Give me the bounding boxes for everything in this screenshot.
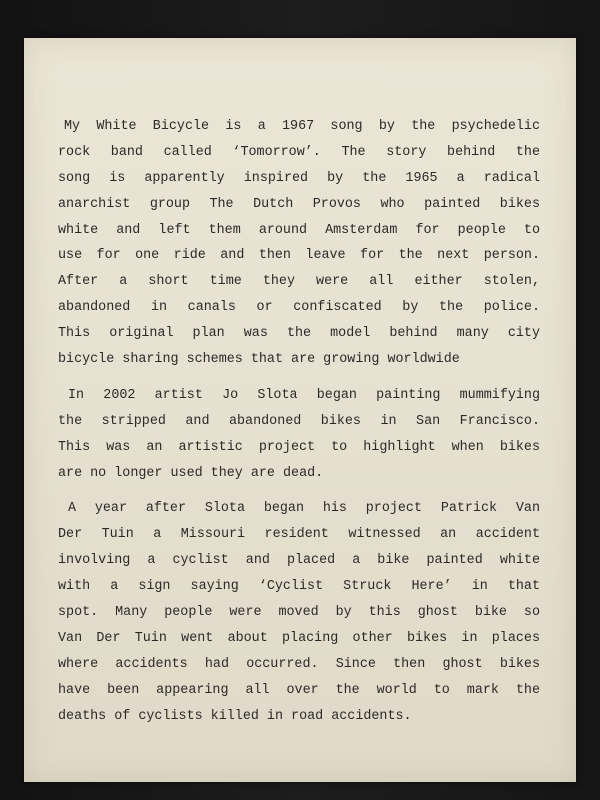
text-line: In 2002 artist Jo Slota began painting mummifying [68,387,540,403]
paragraph-my-white-bicycle [58,114,540,373]
text-line: A year after Slota began his project Patrick Van [68,501,540,517]
text-line: are no longer used they are dead. [58,465,324,481]
text-line: where accidents had occurred. Since then ghost bikes [58,656,540,672]
text-line: This was an artistic project to highlight when bikes [58,439,540,455]
text-line: After a short time they were all either stolen, [58,274,540,290]
paragraph-ghost-bike [58,496,540,729]
text-line: Der Tuin a Missouri resident witnessed an accident [58,527,540,543]
paragraph-jo-slota [58,383,540,487]
text-line: My White Bicycle is a 1967 song by the psychedelic [64,119,540,134]
text-line: involving a cyclist and placed a bike painted white [58,553,540,569]
text-line: with a sign saying ‘Cyclist Struck Here’ in that [58,579,540,595]
text-line: deaths of cyclists killed in road accidents. [58,708,412,724]
document-text [58,114,540,729]
text-line: This original plan was the model behind many city [58,326,540,342]
text-line: have been appearing all over the world to mark the [58,682,540,698]
text-line: use for one ride and then leave for the next person. [58,248,540,264]
text-line: bicycle sharing schemes that are growing worldwide [58,352,460,368]
text-line: the stripped and abandoned bikes in San Francisco. [58,413,540,429]
text-line: spot. Many people were moved by this ghost bike so [58,605,540,621]
text-line: anarchist group The Dutch Provos who painted bikes [58,196,540,212]
text-line: rock band called ‘Tomorrow’. The story behind the [58,144,540,160]
text-line: song is apparently inspired by the 1965 a radical [58,170,540,186]
text-line: Van Der Tuin went about placing other bikes in places [58,630,540,646]
text-line: abandoned in canals or confiscated by the police. [58,300,540,316]
text-line: white and left them around Amsterdam for people to [58,222,540,238]
